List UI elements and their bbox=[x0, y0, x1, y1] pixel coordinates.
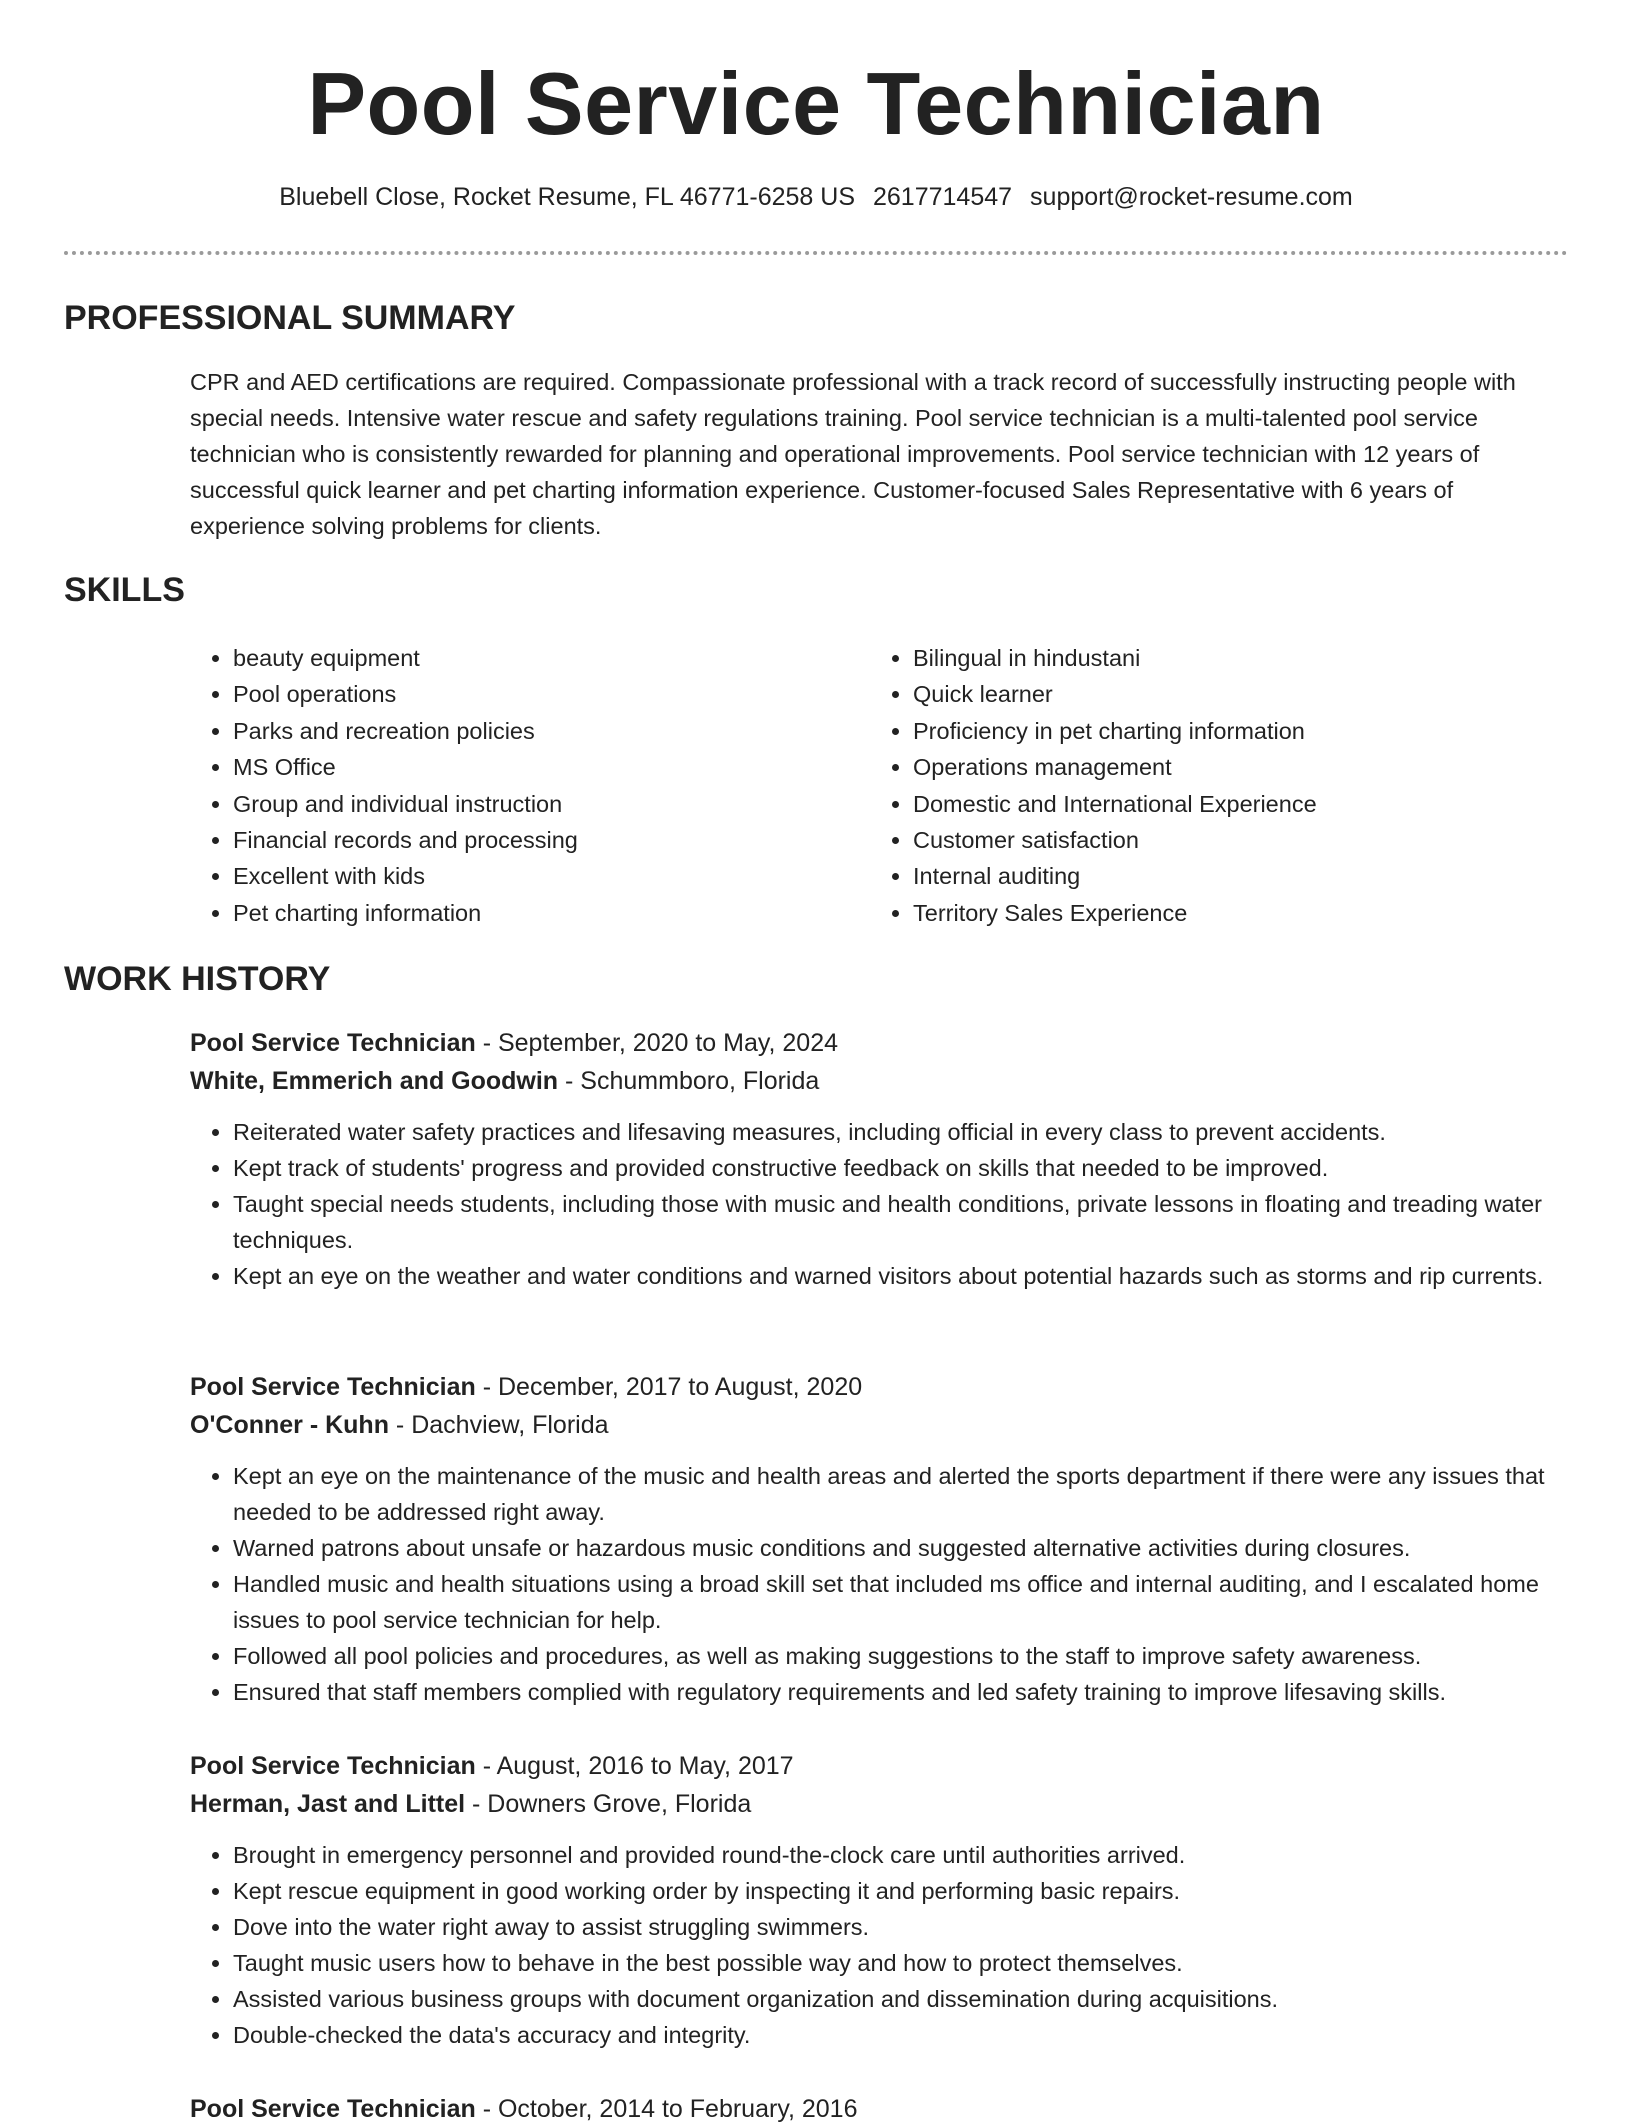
job-location: - Schummboro, Florida bbox=[558, 1067, 820, 1095]
header-divider bbox=[64, 251, 1568, 255]
job-entry bbox=[190, 2090, 1568, 2128]
skill-item: • Bilingual in hindustani bbox=[913, 640, 1550, 676]
skill-item: • Domestic and International Experience bbox=[913, 786, 1550, 822]
job-bullet: • Taught music users how to behave in the best possible way and how to protect themselves. bbox=[233, 1945, 1568, 1981]
job-bullets bbox=[190, 1837, 1568, 2053]
section-title-work-history: WORK HISTORY bbox=[64, 960, 331, 998]
contact-line bbox=[0, 180, 1632, 214]
job-title: Pool Service Technician bbox=[190, 1373, 476, 1401]
job-title-line bbox=[190, 1024, 1568, 1062]
job-title-line bbox=[190, 1368, 1568, 1406]
job-company-line bbox=[190, 1785, 1568, 1823]
job-bullet: • Kept an eye on the maintenance of the music and health areas and alerted the sports department if there were any issues that needed to be addressed right away. bbox=[233, 1458, 1568, 1530]
job-title: Pool Service Technician bbox=[190, 1752, 476, 1780]
job-dates: - December, 2017 to August, 2020 bbox=[475, 1373, 863, 1401]
job-company: O'Conner - Kuhn bbox=[190, 1411, 389, 1439]
job-bullets bbox=[190, 1458, 1568, 1710]
job-entry bbox=[190, 1024, 1568, 1294]
job-dates: - October, 2014 to February, 2016 bbox=[475, 2095, 858, 2123]
job-bullet: • Kept an eye on the weather and water conditions and warned visitors about potential hazards such as storms and rip currents. bbox=[233, 1258, 1568, 1294]
skill-item: • Quick learner bbox=[913, 676, 1550, 712]
skill-item: • Group and individual instruction bbox=[233, 786, 870, 822]
job-dates: - August, 2016 to May, 2017 bbox=[475, 1752, 794, 1780]
summary-text: CPR and AED certifications are required. Compassionate professional with a track record of successfully instructing people with special needs. Intensive water rescue and safety regulations training. Pool service technician is a multi-talented pool service technician who is consistently rewarded for planning and operational improvements. Pool service technician with 12 years of successful quick learner and pet charting information experience. Customer-focused Sales Representative with 6 years of experience solving problems for clients. bbox=[190, 369, 1516, 539]
job-bullet: • Double-checked the data's accuracy and integrity. bbox=[233, 2017, 1568, 2053]
skill-item: • Financial records and processing bbox=[233, 822, 870, 858]
job-bullet: • Dove into the water right away to assist struggling swimmers. bbox=[233, 1909, 1568, 1945]
skill-item: • beauty equipment bbox=[233, 640, 870, 676]
contact-phone: 2617714547 bbox=[873, 183, 1013, 211]
job-bullet: • Ensured that staff members complied with regulatory requirements and led safety training to improve lifesaving skills. bbox=[233, 1674, 1568, 1710]
job-title-line bbox=[190, 1747, 1568, 1785]
skills-column-left bbox=[190, 640, 870, 931]
skills-column-right bbox=[870, 640, 1550, 931]
section-title-skills: SKILLS bbox=[64, 571, 185, 609]
job-title: Pool Service Technician bbox=[190, 1029, 476, 1057]
job-bullet: • Followed all pool policies and procedures, as well as making suggestions to the staff to improve safety awareness. bbox=[233, 1638, 1568, 1674]
resume-name: Pool Service Technician bbox=[307, 54, 1325, 153]
skill-item: • Customer satisfaction bbox=[913, 822, 1550, 858]
job-bullets bbox=[190, 1114, 1568, 1294]
job-company: White, Emmerich and Goodwin bbox=[190, 1067, 559, 1095]
section-title-summary: PROFESSIONAL SUMMARY bbox=[64, 299, 516, 337]
skill-item: • Internal auditing bbox=[913, 858, 1550, 894]
skill-item: • Operations management bbox=[913, 749, 1550, 785]
job-bullet: • Brought in emergency personnel and provided round-the-clock care until authorities arrived. bbox=[233, 1837, 1568, 1873]
skill-item: • Proficiency in pet charting information bbox=[913, 713, 1550, 749]
skill-item: • Parks and recreation policies bbox=[233, 713, 870, 749]
job-company-line bbox=[190, 1062, 1568, 1100]
skill-item: • Pet charting information bbox=[233, 895, 870, 931]
job-title-line bbox=[190, 2090, 1568, 2128]
job-bullet: • Handled music and health situations using a broad skill set that included ms office and internal auditing, and I escalated home issues to pool service technician for help. bbox=[233, 1566, 1568, 1638]
skill-item: • Territory Sales Experience bbox=[913, 895, 1550, 931]
job-bullet: • Assisted various business groups with document organization and dissemination during acquisitions. bbox=[233, 1981, 1568, 2017]
skills-list bbox=[190, 640, 1568, 931]
skill-item: • MS Office bbox=[233, 749, 870, 785]
job-bullet: • Kept track of students' progress and provided constructive feedback on skills that needed to be improved. bbox=[233, 1150, 1568, 1186]
job-location: - Dachview, Florida bbox=[388, 1411, 609, 1439]
skill-item: • Excellent with kids bbox=[233, 858, 870, 894]
skill-item: • Pool operations bbox=[233, 676, 870, 712]
contact-address: Bluebell Close, Rocket Resume, FL 46771-6258 US bbox=[279, 183, 855, 211]
job-entry bbox=[190, 1368, 1568, 1710]
job-bullet: • Kept rescue equipment in good working order by inspecting it and performing basic repairs. bbox=[233, 1873, 1568, 1909]
job-location: - Downers Grove, Florida bbox=[465, 1790, 752, 1818]
job-company: Herman, Jast and Littel bbox=[190, 1790, 466, 1818]
job-bullet: • Taught special needs students, including those with music and health conditions, private lessons in floating and treading water techniques. bbox=[233, 1186, 1568, 1258]
job-title: Pool Service Technician bbox=[190, 2095, 476, 2123]
job-company-line bbox=[190, 1406, 1568, 1444]
job-dates: - September, 2020 to May, 2024 bbox=[475, 1029, 839, 1057]
job-bullet: • Warned patrons about unsafe or hazardous music conditions and suggested alternative activities during closures. bbox=[233, 1530, 1568, 1566]
contact-email: support@rocket-resume.com bbox=[1030, 183, 1353, 211]
job-bullet: • Reiterated water safety practices and lifesaving measures, including official in every class to prevent accidents. bbox=[233, 1114, 1568, 1150]
job-entry bbox=[190, 1747, 1568, 2053]
